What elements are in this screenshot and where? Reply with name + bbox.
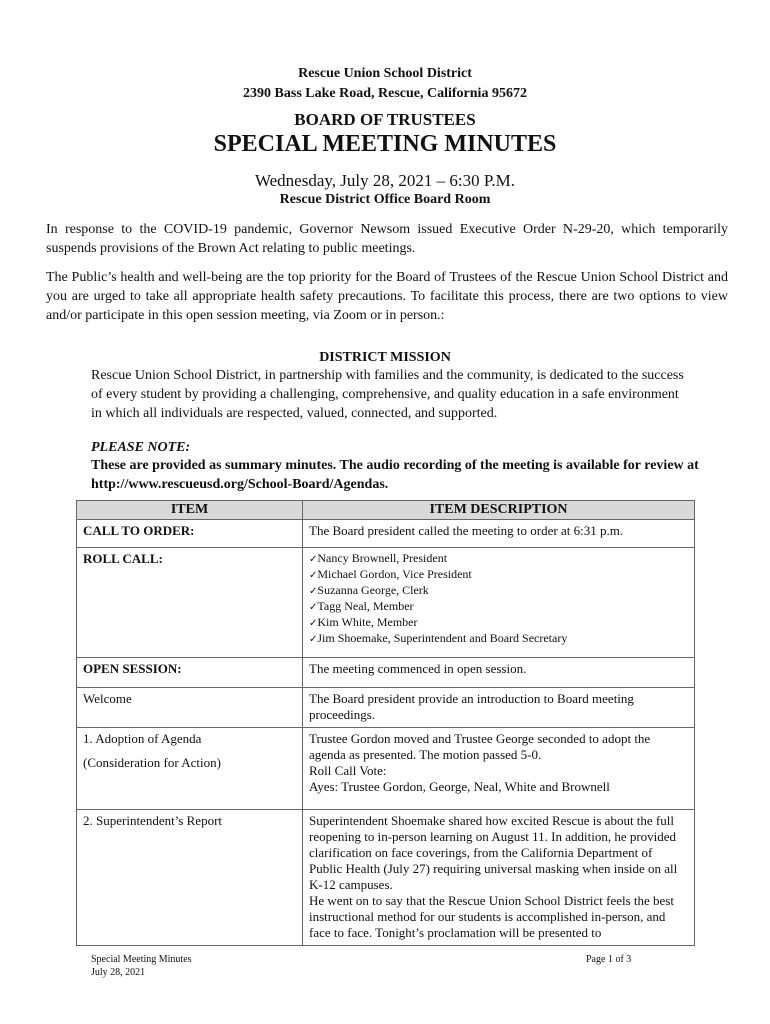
desc-open-session: The meeting commenced in open session. — [303, 658, 695, 688]
desc-adoption-of-agenda — [303, 728, 695, 810]
note-heading: PLEASE NOTE: — [91, 440, 191, 455]
page-number: Page 1 of 3 — [586, 954, 632, 965]
list-item: ✓ Tagg Neal, Member — [309, 599, 688, 615]
intro-paragraph-2: The Public’s health and well-being are the top priority for the Board of Trustees of the Rescue Union School District and you are urged to take all appropriate health safety precautions. To facilitate this process, there are two options to view and/or participate in this open session meeting, via Zoom or in person.: — [46, 270, 728, 323]
mission-heading: DISTRICT MISSION — [319, 350, 451, 365]
board-heading: BOARD OF TRUSTEES — [294, 110, 476, 129]
table-row — [77, 810, 695, 946]
footer-doc-name: Special Meeting Minutes — [91, 954, 192, 965]
agenda-ayes: Ayes: Trustee Gordon, George, Neal, White and Brownell — [309, 779, 610, 794]
superintendent-report-text-1: Superintendent Shoemake shared how excited Rescue is about the full reopening to in-person learning on August 11. In addition, he provided clarification on face coverings, from the California Department of Public Health (July 27) requiring universal masking when inside on all K-12 campuses. — [309, 813, 678, 892]
desc-call-to-order: The Board president called the meeting to order at 6:31 p.m. — [303, 520, 695, 548]
agenda-item-label: 1. Adoption of Agenda — [83, 731, 202, 746]
agenda-roll-call-vote: Roll Call Vote: — [309, 763, 387, 778]
document-title: SPECIAL MEETING MINUTES — [213, 131, 557, 157]
footer-date: July 28, 2021 — [91, 967, 146, 978]
list-item: ✓ Suzanna George, Clerk — [309, 583, 688, 599]
table-row — [77, 728, 695, 810]
header-item-description: ITEM DESCRIPTION — [303, 501, 695, 520]
item-open-session: OPEN SESSION: — [77, 658, 303, 688]
table-header-row — [77, 501, 695, 520]
item-superintendent-report: 2. Superintendent’s Report — [77, 810, 303, 946]
table-row — [77, 520, 695, 548]
meeting-location: Rescue District Office Board Room — [279, 192, 491, 207]
mission-text: Rescue Union School District, in partnership with families and the community, is dedicated to the success of every student by providing a challenging, comprehensive, and quality education in a safe environment in which all individuals are respected, valued, connected, and supported. — [91, 368, 684, 421]
meeting-date: Wednesday, July 28, 2021 – 6:30 P.M. — [254, 171, 516, 190]
item-roll-call: ROLL CALL: — [77, 548, 303, 658]
item-call-to-order: CALL TO ORDER: — [77, 520, 303, 548]
list-item: ✓ Michael Gordon, Vice President — [309, 567, 688, 583]
item-welcome: Welcome — [77, 688, 303, 728]
footer-left — [91, 953, 192, 979]
district-name: Rescue Union School District — [298, 66, 472, 81]
district-address: 2390 Bass Lake Road, Rescue, California 95672 — [243, 86, 527, 101]
superintendent-report-text-2: He went on to say that the Rescue Union School District feels the best instructional method for our students is accomplished in-person, and face to face. Tonight’s proclamation will be presented to — [309, 893, 675, 940]
table-row — [77, 658, 695, 688]
desc-welcome: The Board president provide an introduction to Board meeting proceedings. — [303, 688, 695, 728]
table-row — [77, 548, 695, 658]
item-adoption-of-agenda — [77, 728, 303, 810]
minutes-table — [76, 500, 695, 946]
agenda-motion: Trustee Gordon moved and Trustee George seconded to adopt the agenda as presented. The motion passed 5-0. — [309, 731, 651, 762]
roll-call-list — [309, 551, 688, 647]
list-item: ✓ Kim White, Member — [309, 615, 688, 631]
table-row — [77, 688, 695, 728]
header-item: ITEM — [77, 501, 303, 520]
list-item: ✓ Jim Shoemake, Superintendent and Board Secretary — [309, 631, 688, 647]
intro-paragraph-1: In response to the COVID-19 pandemic, Governor Newsom issued Executive Order N-29-20, which temporarily suspends provisions of the Brown Act relating to public meetings. — [46, 222, 728, 256]
list-item: ✓ Nancy Brownell, President — [309, 551, 688, 567]
desc-superintendent-report — [303, 810, 695, 946]
note-text: These are provided as summary minutes. The audio recording of the meeting is available for review at http://www.rescueusd.org/School-Board/Agendas. — [91, 458, 699, 492]
agenda-item-sublabel: (Consideration for Action) — [83, 755, 221, 770]
desc-roll-call — [303, 548, 695, 658]
